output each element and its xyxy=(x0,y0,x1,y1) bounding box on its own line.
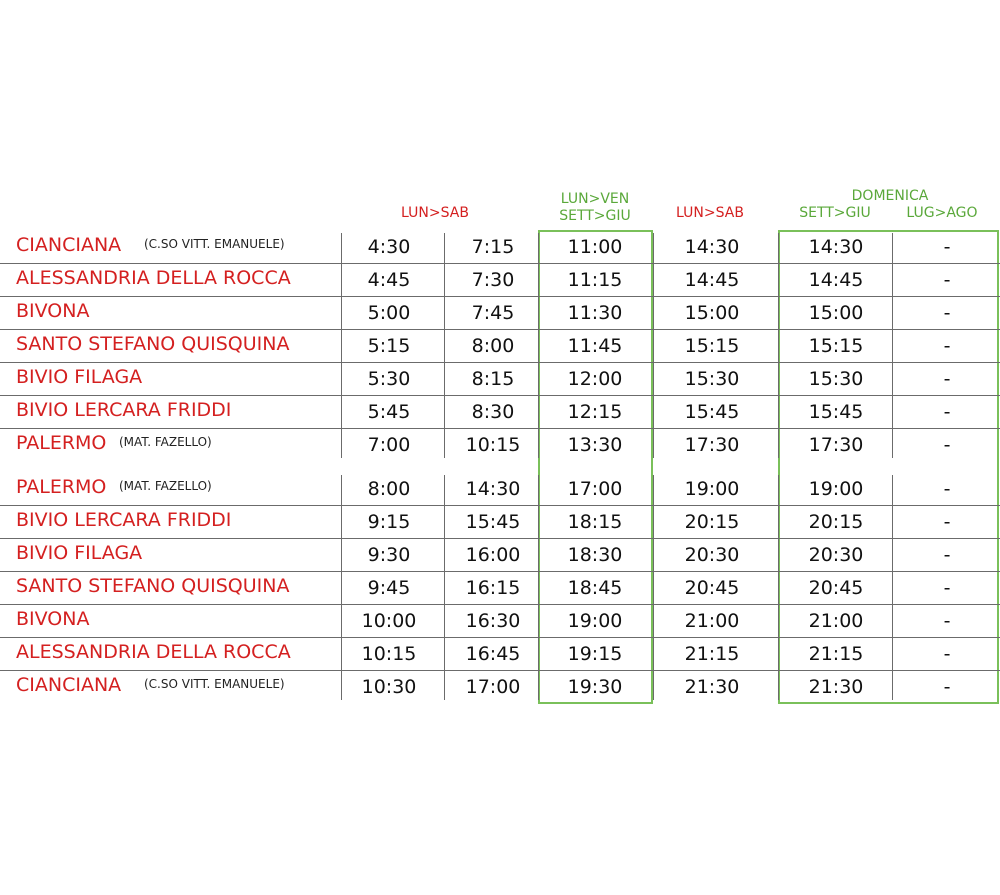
time-cell: - xyxy=(943,302,951,324)
time-cell: - xyxy=(943,434,951,456)
time-cell: 17:30 xyxy=(684,434,740,456)
time-cell: 19:30 xyxy=(567,676,623,698)
time-cell: 19:15 xyxy=(567,643,623,665)
column-divider xyxy=(444,233,445,458)
table-row xyxy=(0,539,1000,572)
stop-name: BIVONA xyxy=(16,300,90,322)
time-cell: 14:30 xyxy=(684,236,740,258)
time-cell: 4:30 xyxy=(367,236,411,258)
time-cell: - xyxy=(943,643,951,665)
time-cell: 9:45 xyxy=(367,577,411,599)
time-cell: 18:15 xyxy=(567,511,623,533)
time-cell: 4:45 xyxy=(367,269,411,291)
time-cell: 13:30 xyxy=(567,434,623,456)
column-divider xyxy=(538,475,539,700)
table-row xyxy=(0,473,1000,506)
time-cell: - xyxy=(943,368,951,390)
time-cell: 21:00 xyxy=(808,610,864,632)
time-cell: 15:45 xyxy=(465,511,521,533)
table-row xyxy=(0,506,1000,539)
time-cell: 8:15 xyxy=(471,368,515,390)
time-cell: 21:00 xyxy=(684,610,740,632)
header-lunsab-1: LUN>SAB xyxy=(401,205,469,221)
header-lunsab-2: LUN>SAB xyxy=(676,205,744,221)
time-cell: 7:00 xyxy=(367,434,411,456)
time-cell: 15:45 xyxy=(808,401,864,423)
header-lunven: LUN>VEN xyxy=(560,191,630,207)
time-cell: 16:00 xyxy=(465,544,521,566)
time-cell: 21:15 xyxy=(808,643,864,665)
stop-name: CIANCIANA xyxy=(16,674,122,696)
time-cell: 20:15 xyxy=(684,511,740,533)
time-cell: 16:15 xyxy=(465,577,521,599)
time-cell: 15:30 xyxy=(808,368,864,390)
header-settgiu-1: SETT>GIU xyxy=(559,208,631,224)
time-cell: 15:00 xyxy=(684,302,740,324)
table-row xyxy=(0,264,1000,297)
time-cell: - xyxy=(943,544,951,566)
time-cell: 18:30 xyxy=(567,544,623,566)
table-row xyxy=(0,638,1000,671)
table-row xyxy=(0,363,1000,396)
stop-name: BIVIO FILAGA xyxy=(16,542,143,564)
time-cell: 14:45 xyxy=(684,269,740,291)
column-divider xyxy=(778,233,779,458)
table-row xyxy=(0,605,1000,638)
stop-note: (C.SO VITT. EMANUELE) xyxy=(144,677,285,691)
time-cell: 11:30 xyxy=(567,302,623,324)
column-divider xyxy=(653,233,654,458)
column-divider xyxy=(341,475,342,700)
stop-name: CIANCIANA xyxy=(16,234,122,256)
time-cell: 14:45 xyxy=(808,269,864,291)
time-cell: - xyxy=(943,478,951,500)
time-cell: 16:30 xyxy=(465,610,521,632)
time-cell: 9:15 xyxy=(367,511,411,533)
time-cell: 5:45 xyxy=(367,401,411,423)
column-divider xyxy=(538,233,539,458)
time-cell: 15:45 xyxy=(684,401,740,423)
time-cell: 9:30 xyxy=(367,544,411,566)
stop-name: BIVIO LERCARA FRIDDI xyxy=(16,399,232,421)
time-cell: 7:15 xyxy=(471,236,515,258)
stop-name: SANTO STEFANO QUISQUINA xyxy=(16,575,290,597)
column-divider xyxy=(444,475,445,700)
time-cell: 15:30 xyxy=(684,368,740,390)
time-cell: 21:15 xyxy=(684,643,740,665)
time-cell: - xyxy=(943,577,951,599)
time-cell: 20:30 xyxy=(808,544,864,566)
time-cell: - xyxy=(943,236,951,258)
time-cell: 21:30 xyxy=(808,676,864,698)
stop-name: SANTO STEFANO QUISQUINA xyxy=(16,333,290,355)
time-cell: 11:15 xyxy=(567,269,623,291)
time-cell: 19:00 xyxy=(567,610,623,632)
time-cell: - xyxy=(943,335,951,357)
time-cell: 20:45 xyxy=(684,577,740,599)
time-cell: 10:30 xyxy=(361,676,417,698)
time-cell: 5:30 xyxy=(367,368,411,390)
header-domenica: DOMENICA xyxy=(851,188,929,204)
time-cell: 8:00 xyxy=(471,335,515,357)
table-row xyxy=(0,572,1000,605)
stop-name: ALESSANDRIA DELLA ROCCA xyxy=(16,267,291,289)
time-cell: 8:00 xyxy=(367,478,411,500)
header-lugago: LUG>AGO xyxy=(906,205,978,221)
time-cell: - xyxy=(943,610,951,632)
column-divider xyxy=(653,475,654,700)
time-cell: 15:00 xyxy=(808,302,864,324)
time-cell: - xyxy=(943,269,951,291)
stop-note: (MAT. FAZELLO) xyxy=(119,479,212,493)
time-cell: 12:15 xyxy=(567,401,623,423)
time-cell: 19:00 xyxy=(808,478,864,500)
time-cell: 5:15 xyxy=(367,335,411,357)
table-row xyxy=(0,396,1000,429)
time-cell: 20:30 xyxy=(684,544,740,566)
time-cell: 17:00 xyxy=(465,676,521,698)
stop-name: PALERMO xyxy=(16,432,107,454)
column-divider xyxy=(778,475,779,700)
time-cell: - xyxy=(943,676,951,698)
time-cell: 15:15 xyxy=(684,335,740,357)
column-divider xyxy=(341,233,342,458)
time-cell: 15:15 xyxy=(808,335,864,357)
time-cell: 20:45 xyxy=(808,577,864,599)
stop-name: BIVONA xyxy=(16,608,90,630)
stop-note: (MAT. FAZELLO) xyxy=(119,435,212,449)
table-row xyxy=(0,671,1000,704)
time-cell: 7:30 xyxy=(471,269,515,291)
time-cell: 19:00 xyxy=(684,478,740,500)
stop-name: PALERMO xyxy=(16,476,107,498)
time-cell: 10:00 xyxy=(361,610,417,632)
time-cell: - xyxy=(943,401,951,423)
column-divider xyxy=(892,475,893,700)
column-divider xyxy=(892,233,893,458)
time-cell: 17:30 xyxy=(808,434,864,456)
time-cell: 10:15 xyxy=(361,643,417,665)
time-cell: 18:45 xyxy=(567,577,623,599)
time-cell: 16:45 xyxy=(465,643,521,665)
time-cell: 11:00 xyxy=(567,236,623,258)
time-cell: 12:00 xyxy=(567,368,623,390)
time-cell: 5:00 xyxy=(367,302,411,324)
stop-note: (C.SO VITT. EMANUELE) xyxy=(144,237,285,251)
time-cell: 20:15 xyxy=(808,511,864,533)
time-cell: 7:45 xyxy=(471,302,515,324)
time-cell: 14:30 xyxy=(808,236,864,258)
time-cell: 14:30 xyxy=(465,478,521,500)
table-row xyxy=(0,429,1000,462)
time-cell: 21:30 xyxy=(684,676,740,698)
time-cell: 17:00 xyxy=(567,478,623,500)
time-cell: 11:45 xyxy=(567,335,623,357)
time-cell: 10:15 xyxy=(465,434,521,456)
table-row xyxy=(0,231,1000,264)
stop-name: BIVIO LERCARA FRIDDI xyxy=(16,509,232,531)
stop-name: BIVIO FILAGA xyxy=(16,366,143,388)
time-cell: 8:30 xyxy=(471,401,515,423)
header-settgiu-2: SETT>GIU xyxy=(799,205,871,221)
table-row xyxy=(0,297,1000,330)
time-cell: - xyxy=(943,511,951,533)
table-row xyxy=(0,330,1000,363)
stop-name: ALESSANDRIA DELLA ROCCA xyxy=(16,641,291,663)
